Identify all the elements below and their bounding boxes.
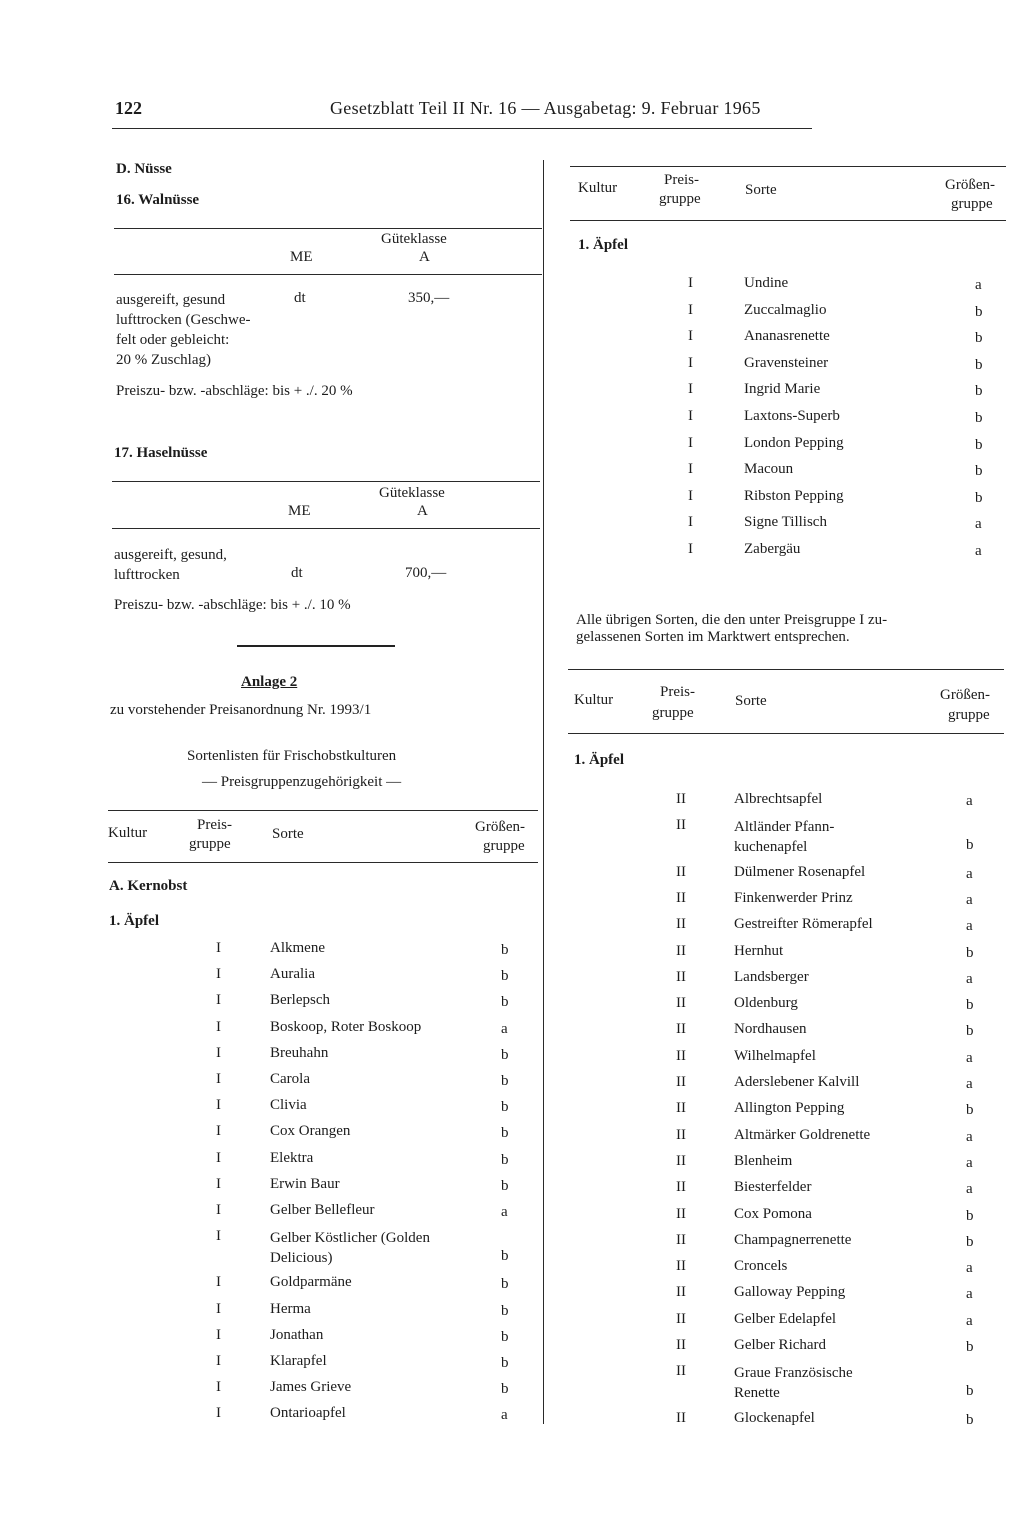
right2-col-kultur: Kultur (574, 692, 614, 708)
anlage-separator (237, 645, 395, 647)
preisgruppe-cell: II (676, 968, 686, 985)
groessengruppe-cell: b (966, 1383, 974, 1400)
sorte-cell: Herma (270, 1300, 311, 1317)
preisgruppe-cell: II (676, 1100, 686, 1117)
right-note-line-2: gelassenen Sorten im Marktwert entsprechen. (576, 629, 850, 645)
groessengruppe-cell: b (501, 1248, 509, 1265)
right-table1-top-rule (570, 166, 1006, 167)
table-row (568, 995, 1004, 1017)
sorte-cell: Erwin Baur (270, 1175, 340, 1192)
right2-col-preisgruppe-2: gruppe (652, 705, 694, 721)
preisgruppe-cell: I (216, 1123, 221, 1140)
subsection-aepfel: 1. Äpfel (109, 913, 159, 929)
preisgruppe-cell: II (676, 1074, 686, 1090)
sorte-cell: Ontarioapfel (270, 1405, 346, 1422)
groessengruppe-cell: b (501, 1355, 509, 1371)
walnuss-table-head-rule (114, 274, 542, 275)
groessengruppe-cell: a (966, 1049, 973, 1066)
preisgruppe-cell: II (676, 1363, 686, 1380)
left-col-preisgruppe-1: Preis- (197, 817, 232, 833)
sorte-cell: James Grieve (270, 1379, 352, 1396)
sorte-cell: Champagnerrenette (734, 1231, 852, 1248)
sorte-cell: Cox Orangen (270, 1123, 351, 1140)
groessengruppe-cell: a (966, 1286, 973, 1303)
preisgruppe-cell: I (688, 487, 693, 504)
haselnuss-row-price: 700,— (405, 565, 447, 581)
preisgruppe-cell: II (676, 1337, 686, 1353)
preisgruppe-cell: I (216, 940, 221, 956)
sorte-cell: Elektra (270, 1149, 314, 1166)
groessengruppe-cell: b (975, 489, 983, 506)
table-row (568, 943, 1004, 965)
sorte-cell: Glockenapfel (734, 1409, 815, 1426)
right-table2-head-rule (568, 733, 1004, 734)
table-row (568, 817, 1004, 861)
list-title: Sortenlisten für Frischobstkulturen (187, 748, 397, 764)
preisgruppe-cell: I (688, 275, 693, 291)
walnuss-desc-line: lufttrocken (Geschwe- (116, 312, 251, 328)
table-row (568, 1048, 1004, 1070)
groessengruppe-cell: b (975, 463, 983, 480)
groessengruppe-cell: b (501, 1328, 509, 1345)
preisgruppe-cell: I (688, 354, 693, 371)
preisgruppe-cell: I (688, 328, 693, 345)
sorte-cell: Altländer Pfann- kuchenapfel (734, 819, 835, 856)
groessengruppe-cell: a (966, 1154, 973, 1171)
sorte-cell: Dülmener Rosenapfel (734, 863, 866, 880)
left-table-head-rule (108, 862, 538, 863)
column-divider (543, 160, 544, 1424)
table-row (568, 1021, 1004, 1043)
sorte-cell: Berlepsch (270, 992, 330, 1009)
sorte-cell: Nordhausen (734, 1021, 807, 1038)
sorte-cell: Auralia (270, 966, 315, 983)
haselnuss-desc-line: lufttrocken (114, 567, 180, 583)
table-row (570, 355, 1006, 377)
groessengruppe-cell: a (975, 516, 982, 533)
groessengruppe-cell: b (966, 997, 974, 1014)
table-row (570, 328, 1006, 350)
groessengruppe-cell: b (966, 1411, 974, 1428)
preisgruppe-cell: I (216, 1202, 221, 1218)
sorte-cell: Gelber Bellefleur (270, 1202, 375, 1218)
groessengruppe-cell: b (966, 1233, 974, 1250)
groessengruppe-cell: b (501, 942, 509, 958)
groessengruppe-cell: a (966, 1128, 973, 1145)
walnuss-desc-line: ausgereift, gesund (116, 292, 226, 308)
table-row (108, 1071, 538, 1093)
anlage-title: Anlage 2 (241, 674, 298, 690)
preisgruppe-cell: I (688, 381, 693, 398)
table-row (108, 1202, 538, 1224)
groessengruppe-cell: a (966, 1260, 973, 1277)
sorte-cell: Gelber Köstlicher (Golden Delicious) (270, 1230, 430, 1267)
table-row (108, 1228, 538, 1272)
preisgruppe-cell: I (216, 966, 221, 983)
right1-col-preisgruppe-2: gruppe (659, 191, 701, 207)
groessengruppe-cell: b (975, 383, 983, 400)
header-rule (112, 128, 812, 129)
right-table1-head-rule (570, 220, 1006, 221)
table-row (568, 791, 1004, 813)
walnuss-table-top-rule (114, 228, 542, 229)
right2-col-preisgruppe-1: Preis- (660, 684, 695, 700)
groessengruppe-cell: b (966, 1023, 974, 1040)
preisgruppe-cell: I (688, 514, 693, 531)
sorte-cell: Jonathan (270, 1326, 324, 1343)
sorte-cell: Breuhahn (270, 1044, 329, 1061)
table-row (570, 435, 1006, 457)
preisgruppe-cell: I (216, 1149, 221, 1166)
table-row (570, 408, 1006, 430)
walnuss-row-description (116, 290, 251, 370)
list-subtitle: — Preisgruppenzugehörigkeit — (202, 774, 402, 790)
sorte-cell: Gelber Richard (734, 1337, 827, 1353)
table-row (568, 890, 1004, 912)
preisgruppe-cell: II (676, 916, 686, 933)
preisgruppe-cell: II (676, 1284, 686, 1301)
sorte-cell: Laxtons-Superb (744, 408, 840, 424)
sorte-cell: Wilhelmapfel (734, 1047, 816, 1064)
groessengruppe-cell: b (966, 1207, 974, 1224)
table-row (570, 461, 1006, 483)
table-row (568, 916, 1004, 938)
sorte-cell: Allington Pepping (734, 1100, 845, 1117)
haselnuss-row-me: dt (291, 565, 303, 581)
preisgruppe-cell: I (216, 992, 221, 1009)
groessengruppe-cell: b (501, 1125, 509, 1142)
table-row (108, 1353, 538, 1375)
groessengruppe-cell: b (966, 1102, 974, 1119)
preisgruppe-cell: II (676, 1179, 686, 1196)
table-row (108, 1379, 538, 1401)
sorte-cell: Croncels (734, 1258, 788, 1275)
table-row (108, 1097, 538, 1119)
table-row (108, 1274, 538, 1296)
sorte-cell: Zuccalmaglio (744, 301, 827, 318)
sorte-cell: Macoun (744, 461, 794, 478)
preisgruppe-cell: II (676, 817, 686, 834)
table-row (108, 1176, 538, 1198)
left-col-kultur: Kultur (108, 825, 148, 841)
left-table-top-rule (108, 810, 538, 811)
groessengruppe-cell: b (501, 1046, 509, 1063)
preisgruppe-cell: I (688, 461, 693, 478)
groessengruppe-cell: a (975, 543, 982, 559)
walnuss-col-gueteklasse: Güteklasse (381, 231, 447, 247)
walnuss-row-price: 350,— (408, 290, 450, 306)
groessengruppe-cell: a (501, 1407, 508, 1424)
groessengruppe-cell: b (501, 968, 509, 985)
preisgruppe-cell: II (676, 1047, 686, 1064)
table-row (568, 1179, 1004, 1201)
haselnuss-col-gueteklasse: Güteklasse (379, 485, 445, 501)
preisgruppe-cell: I (216, 1044, 221, 1061)
preisgruppe-cell: I (216, 1175, 221, 1192)
preisgruppe-cell: II (676, 942, 686, 959)
table-row (108, 992, 538, 1014)
preisgruppe-cell: II (676, 791, 686, 807)
preisgruppe-cell: I (216, 1097, 221, 1114)
groessengruppe-cell: b (966, 944, 974, 961)
sorte-cell: Aderslebener Kalvill (734, 1074, 860, 1090)
groessengruppe-cell: b (501, 1381, 509, 1398)
groessengruppe-cell: a (966, 891, 973, 908)
preisgruppe-cell: I (216, 1300, 221, 1317)
haselnuss-row-description (114, 545, 227, 585)
preisgruppe-cell: II (676, 863, 686, 880)
groessengruppe-cell: a (501, 1204, 508, 1220)
left-col-preisgruppe-2: gruppe (189, 836, 231, 852)
table-row (568, 1206, 1004, 1228)
groessengruppe-cell: b (501, 1099, 509, 1116)
right2-col-groessengruppe-2: gruppe (948, 707, 990, 723)
walnuss-desc-line: felt oder gebleicht: (116, 332, 230, 348)
table-row (568, 1337, 1004, 1359)
table-row (568, 1311, 1004, 1333)
sorte-cell: Altmärker Goldrenette (734, 1126, 871, 1143)
groessengruppe-cell: a (966, 1181, 973, 1198)
sorte-cell: Hernhut (734, 942, 784, 959)
haselnuss-table-head-rule (112, 528, 540, 529)
sorte-cell: Alkmene (270, 940, 325, 956)
groessengruppe-cell: b (501, 1177, 509, 1194)
table-row (570, 541, 1006, 563)
sorte-cell: Oldenburg (734, 995, 798, 1012)
preisgruppe-cell: II (676, 1310, 686, 1327)
table-row (568, 1074, 1004, 1096)
groessengruppe-cell: a (966, 1076, 973, 1092)
walnuss-heading: 16. Walnüsse (116, 192, 200, 208)
preisgruppe-cell: II (676, 1021, 686, 1038)
sorte-cell: Gravensteiner (744, 354, 829, 371)
right-table2-top-rule (568, 669, 1004, 670)
preisgruppe-cell: I (216, 1405, 221, 1422)
table-row (108, 1045, 538, 1067)
preisgruppe-cell: I (216, 1071, 221, 1087)
groessengruppe-cell: b (501, 1276, 509, 1293)
sorte-cell: Biesterfelder (734, 1179, 812, 1196)
sorte-cell: Gestreifter Römerapfel (734, 916, 873, 933)
sorte-cell: Ananasrenette (744, 328, 830, 345)
groessengruppe-cell: a (966, 793, 973, 809)
preisgruppe-cell: II (676, 1409, 686, 1426)
table-row (570, 514, 1006, 536)
groessengruppe-cell: b (975, 303, 983, 320)
groessengruppe-cell: b (501, 994, 509, 1011)
page-header (115, 98, 810, 126)
left-col-groessengruppe-1: Größen- (475, 819, 525, 835)
sorte-cell: Ingrid Marie (744, 381, 821, 398)
table-row (108, 1327, 538, 1349)
preisgruppe-cell: II (676, 1231, 686, 1248)
sorte-cell: Clivia (270, 1097, 307, 1114)
groessengruppe-cell: a (966, 865, 973, 882)
sorte-cell: Undine (744, 275, 789, 291)
sorte-cell: Boskoop, Roter Boskoop (270, 1018, 422, 1035)
sorte-cell: Graue Französische Renette (734, 1365, 853, 1402)
right2-col-groessengruppe-1: Größen- (940, 687, 990, 703)
preisgruppe-cell: I (688, 301, 693, 318)
table-row (568, 1232, 1004, 1254)
groessengruppe-cell: a (966, 970, 973, 987)
groessengruppe-cell: b (501, 1073, 509, 1089)
walnuss-desc-line: 20 % Zuschlag) (116, 352, 211, 368)
preisgruppe-cell: II (676, 1205, 686, 1222)
table-row (568, 1410, 1004, 1432)
right1-col-preisgruppe-1: Preis- (664, 172, 699, 188)
sorte-cell: Landsberger (734, 968, 809, 985)
preisgruppe-cell: I (216, 1353, 221, 1369)
walnuss-row-me: dt (294, 290, 306, 306)
groessengruppe-cell: b (966, 837, 974, 854)
table-row (108, 1405, 538, 1427)
preisgruppe-cell: II (676, 889, 686, 906)
preisgruppe-cell: II (676, 1126, 686, 1143)
sorte-cell: Ribston Pepping (744, 487, 844, 504)
walnuss-col-a: A (419, 249, 430, 265)
table-row (568, 1153, 1004, 1175)
sorte-cell: Blenheim (734, 1152, 793, 1169)
walnuss-col-me: ME (290, 249, 313, 265)
haselnuss-heading: 17. Haselnüsse (114, 445, 208, 461)
haselnuss-note: Preiszu- bzw. -abschläge: bis + ./. 10 % (114, 597, 351, 613)
preisgruppe-cell: II (676, 995, 686, 1012)
sorte-cell: Zabergäu (744, 541, 801, 557)
right1-col-groessengruppe-2: gruppe (951, 196, 993, 212)
page-title: Gesetzblatt Teil II Nr. 16 — Ausgabetag: 9. Februar 1965 (330, 98, 761, 118)
groessengruppe-cell: b (975, 356, 983, 373)
preisgruppe-cell: I (688, 541, 693, 557)
table-row (568, 1284, 1004, 1306)
right-subsection-aepfel-2: 1. Äpfel (574, 752, 624, 768)
right1-col-kultur: Kultur (578, 180, 618, 196)
groessengruppe-cell: a (966, 1312, 973, 1329)
table-row (108, 940, 538, 962)
table-row (568, 969, 1004, 991)
right1-col-groessengruppe-1: Größen- (945, 177, 995, 193)
sorte-cell: Albrechtsapfel (734, 791, 823, 807)
sorte-cell: Cox Pomona (734, 1205, 812, 1222)
sorte-cell: London Pepping (744, 434, 844, 451)
anlage-subtitle: zu vorstehender Preisanordnung Nr. 1993/1 (110, 702, 372, 718)
page-number: 122 (115, 98, 142, 118)
table-row (108, 1301, 538, 1323)
groessengruppe-cell: a (966, 918, 973, 935)
preisgruppe-cell: I (216, 1274, 221, 1291)
table-row (570, 488, 1006, 510)
right-subsection-aepfel-1: 1. Äpfel (578, 237, 628, 253)
preisgruppe-cell: I (688, 408, 693, 424)
sorte-cell: Carola (270, 1071, 310, 1087)
walnuss-note: Preiszu- bzw. -abschläge: bis + ./. 20 % (116, 383, 353, 399)
table-row (570, 302, 1006, 324)
right1-col-sorte: Sorte (745, 182, 777, 198)
table-row (570, 275, 1006, 297)
preisgruppe-cell: II (676, 1152, 686, 1169)
preisgruppe-cell: I (216, 1326, 221, 1343)
groessengruppe-cell: a (501, 1020, 508, 1037)
table-row (108, 966, 538, 988)
sorte-cell: Galloway Pepping (734, 1284, 846, 1301)
groessengruppe-cell: b (501, 1151, 509, 1168)
preisgruppe-cell: II (676, 1258, 686, 1275)
groessengruppe-cell: b (975, 410, 983, 426)
groessengruppe-cell: b (975, 330, 983, 347)
haselnuss-col-me: ME (288, 503, 311, 519)
left-col-sorte: Sorte (272, 826, 304, 842)
section-heading-nuesse: D. Nüsse (116, 161, 172, 177)
sorte-cell: Goldparmäne (270, 1274, 352, 1291)
table-row (570, 381, 1006, 403)
haselnuss-table-top-rule (112, 481, 540, 482)
preisgruppe-cell: I (216, 1379, 221, 1396)
section-heading-kernobst: A. Kernobst (109, 878, 188, 894)
preisgruppe-cell: I (216, 1018, 221, 1035)
table-row (108, 1123, 538, 1145)
preisgruppe-cell: I (216, 1228, 221, 1245)
table-row (568, 1127, 1004, 1149)
table-row (108, 1019, 538, 1041)
sorte-cell: Finkenwerder Prinz (734, 889, 853, 906)
preisgruppe-cell: I (688, 434, 693, 451)
table-row (568, 1258, 1004, 1280)
table-row (568, 1100, 1004, 1122)
haselnuss-col-a: A (417, 503, 428, 519)
right2-col-sorte: Sorte (735, 693, 767, 709)
haselnuss-desc-line: ausgereift, gesund, (114, 547, 227, 563)
groessengruppe-cell: a (975, 277, 982, 293)
table-row (568, 1363, 1004, 1407)
left-col-groessengruppe-2: gruppe (483, 838, 525, 854)
right-note-line-1: Alle übrigen Sorten, die den unter Preisgruppe I zu- (576, 612, 888, 628)
sorte-cell: Signe Tillisch (744, 514, 827, 531)
groessengruppe-cell: b (975, 436, 983, 453)
sorte-cell: Klarapfel (270, 1353, 327, 1369)
sorte-cell: Gelber Edelapfel (734, 1310, 837, 1327)
table-row (568, 864, 1004, 886)
table-row (108, 1150, 538, 1172)
groessengruppe-cell: b (501, 1302, 509, 1319)
groessengruppe-cell: b (966, 1339, 974, 1355)
